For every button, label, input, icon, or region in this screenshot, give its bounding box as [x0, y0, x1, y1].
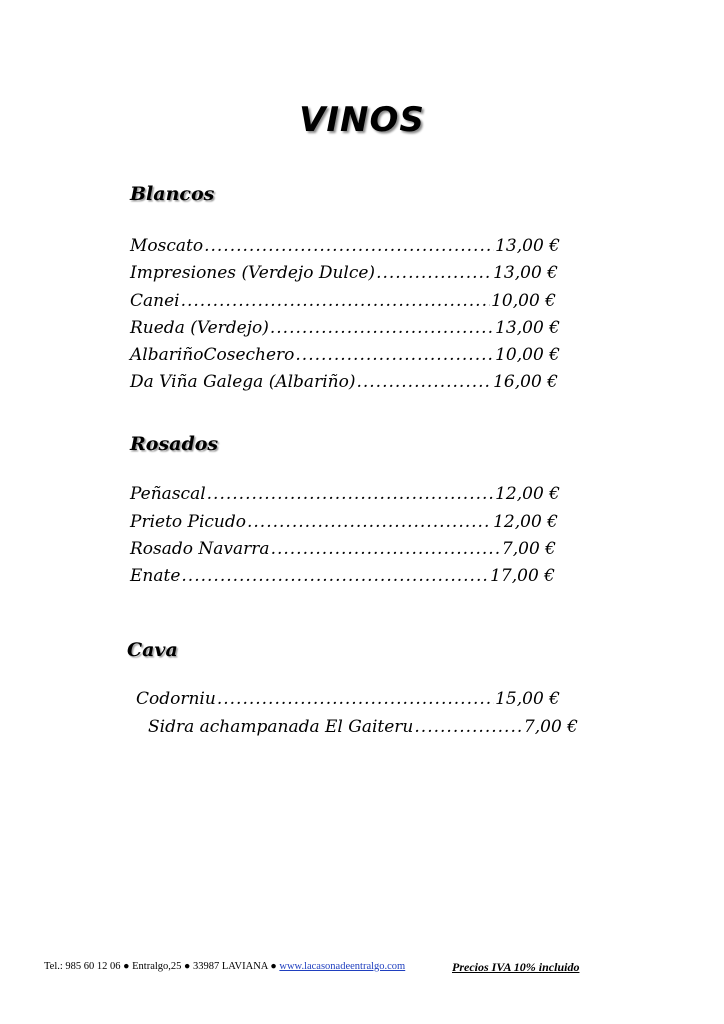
wine-name: Sidra achampanada El Gaiteru: [148, 717, 414, 737]
wine-price: 13,00 €: [495, 236, 560, 256]
footer-contact: [44, 961, 405, 972]
wine-price: 7,00 €: [501, 539, 556, 559]
wine-name: Canei: [130, 291, 180, 311]
wine-name: Peñascal: [130, 484, 206, 504]
dot-leader: [356, 372, 492, 392]
wine-item: [130, 236, 560, 256]
dot-leader: [414, 717, 523, 737]
wine-item: [148, 717, 578, 737]
wine-item: [130, 291, 556, 311]
wine-price: 12,00 €: [495, 484, 560, 504]
footer-vat-note: Precios IVA 10% incluido: [452, 960, 580, 974]
wine-name: Impresiones (Verdejo Dulce): [130, 263, 376, 283]
page-title: VINOS: [299, 100, 425, 140]
wine-name: Enate: [130, 566, 181, 586]
wine-item: [130, 484, 560, 504]
dot-leader: [181, 291, 491, 311]
section-heading-cava: Cava: [127, 639, 178, 661]
dot-leader: [217, 689, 494, 709]
dot-leader: [181, 566, 489, 586]
wine-name: Prieto Picudo: [130, 512, 246, 532]
dot-leader: [376, 263, 492, 283]
dot-leader: [204, 236, 494, 256]
wine-name: Rosado Navarra: [130, 539, 270, 559]
wine-price: 17,00 €: [490, 566, 555, 586]
wine-item: [130, 372, 558, 392]
section-heading-blancos: Blancos: [130, 183, 215, 205]
wine-item: [130, 512, 558, 532]
wine-price: 10,00 €: [491, 291, 556, 311]
wine-name: Codorniu: [136, 689, 216, 709]
wine-item: [136, 689, 560, 709]
wine-price: 13,00 €: [493, 263, 558, 283]
wine-item: [130, 345, 560, 365]
section-heading-rosados: Rosados: [130, 433, 219, 455]
wine-item: [130, 539, 556, 559]
wine-price: 12,00 €: [493, 512, 558, 532]
wine-name: Moscato: [130, 236, 204, 256]
footer-contact-text: Tel.: 985 60 12 06 ● Entralgo,25 ● 33987 LAVIANA ●: [44, 961, 280, 972]
wine-price: 7,00 €: [523, 717, 578, 737]
dot-leader: [247, 512, 492, 532]
wine-price: 10,00 €: [495, 345, 560, 365]
wine-name: Da Viña Galega (Albariño): [130, 372, 356, 392]
dot-leader: [295, 345, 494, 365]
website-link[interactable]: www.lacasonadeentralgo.com: [279, 961, 406, 972]
wine-item: [130, 566, 555, 586]
dot-leader: [271, 539, 501, 559]
wine-name: Rueda (Verdejo): [130, 318, 269, 338]
wine-price: 15,00 €: [495, 689, 560, 709]
dot-leader: [270, 318, 494, 338]
wine-item: [130, 318, 560, 338]
wine-name: AlbariñoCosechero: [130, 345, 295, 365]
wine-price: 13,00 €: [495, 318, 560, 338]
dot-leader: [207, 484, 494, 504]
wine-price: 16,00 €: [493, 372, 558, 392]
wine-item: [130, 263, 558, 283]
